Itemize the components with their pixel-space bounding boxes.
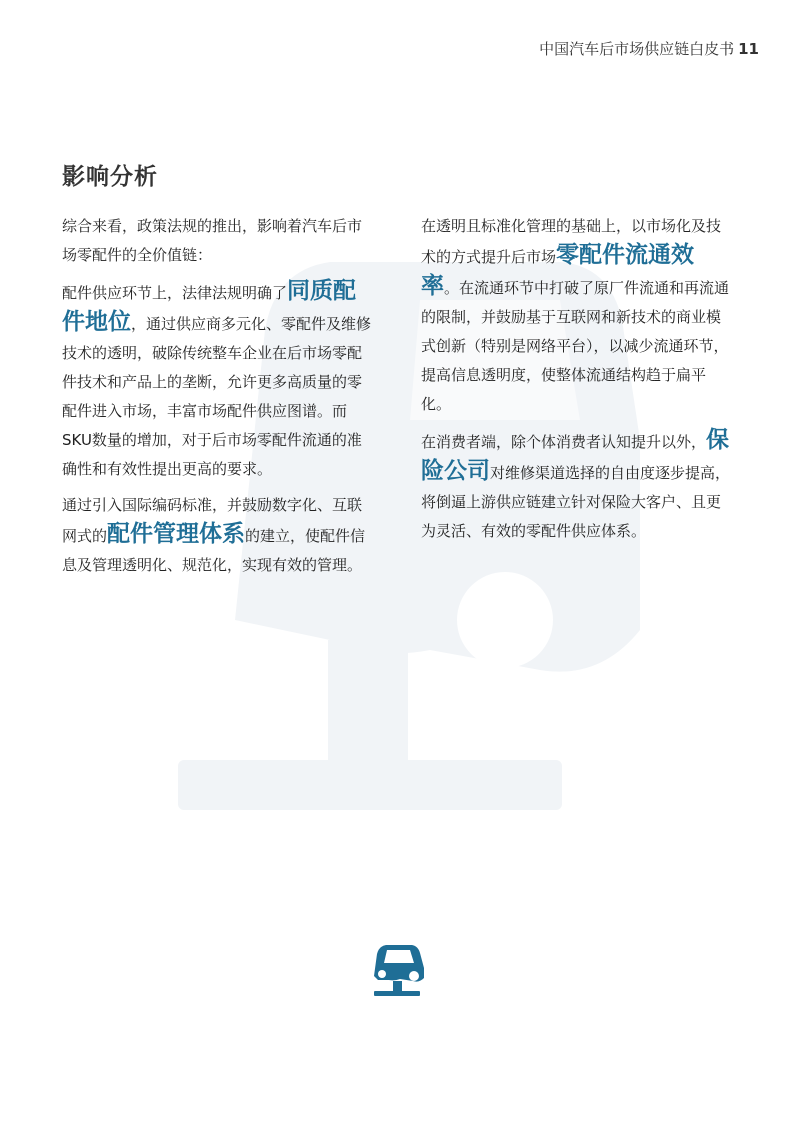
- highlight-same-quality-parts: 同质配件地位: [62, 278, 357, 335]
- car-on-lift-icon: [370, 940, 426, 998]
- right-p1-text-before: 在透明且标准化管理的基础上，以市场化及技术的方式提升后市场: [421, 217, 722, 266]
- right-paragraph-2: [421, 426, 731, 546]
- right-paragraph-1: [421, 212, 731, 419]
- left-p2-text-after: ，通过供应商多元化、零配件及维修技术的透明，破除传统整车企业在后市场零配件技术和产品上的垄断，允许更多高质量的零配件进入市场，丰富市场配件供应图谱。而SKU数量的增加，对于后市场零配件流通的准确性和有效性提出更高的要求。: [62, 315, 372, 478]
- right-p2-text-before: 在消费者端，除个体消费者认知提升以外，: [421, 433, 707, 451]
- left-p3-text-after: 的建立，使配件信息及管理透明化、规范化，实现有效的管理。: [62, 527, 366, 574]
- left-p2-text-before: 配件供应环节上，法律法规明确了: [62, 284, 288, 302]
- running-header: [539, 38, 759, 59]
- highlight-parts-management-system: 配件管理体系: [107, 521, 246, 547]
- header-title: 中国汽车后市场供应链白皮书: [539, 40, 735, 58]
- page-number: 11: [738, 40, 759, 58]
- left-paragraph-2: [62, 277, 372, 484]
- right-p2-text-after: 对维修渠道选择的自由度逐步提高，将倒逼上游供应链建立针对保险大客户、且更为灵活、有效的零配件供应体系。: [421, 464, 731, 540]
- left-paragraph-3: [62, 491, 372, 580]
- left-column: [62, 212, 372, 587]
- section-title: 影响分析: [62, 164, 158, 190]
- left-p3-text-before: 通过引入国际编码标准，并鼓励数字化、互联网式的: [62, 496, 363, 545]
- highlight-insurance-companies: 保险公司: [421, 427, 730, 484]
- right-p1-text-after: 。在流通环节中打破了原厂件流通和再流通的限制，并鼓励基于互联网和新技术的商业模式创新（特别是网络平台），以减少流通环节，提高信息透明度，使整体流通结构趋于扁平化。: [421, 279, 730, 413]
- highlight-parts-circulation-efficiency: 零配件流通效率: [421, 242, 695, 299]
- left-p1-text: 综合来看，政策法规的推出，影响着汽车后市场零配件的全价值链：: [62, 217, 363, 264]
- right-column: [421, 212, 731, 553]
- left-paragraph-1: [62, 212, 372, 270]
